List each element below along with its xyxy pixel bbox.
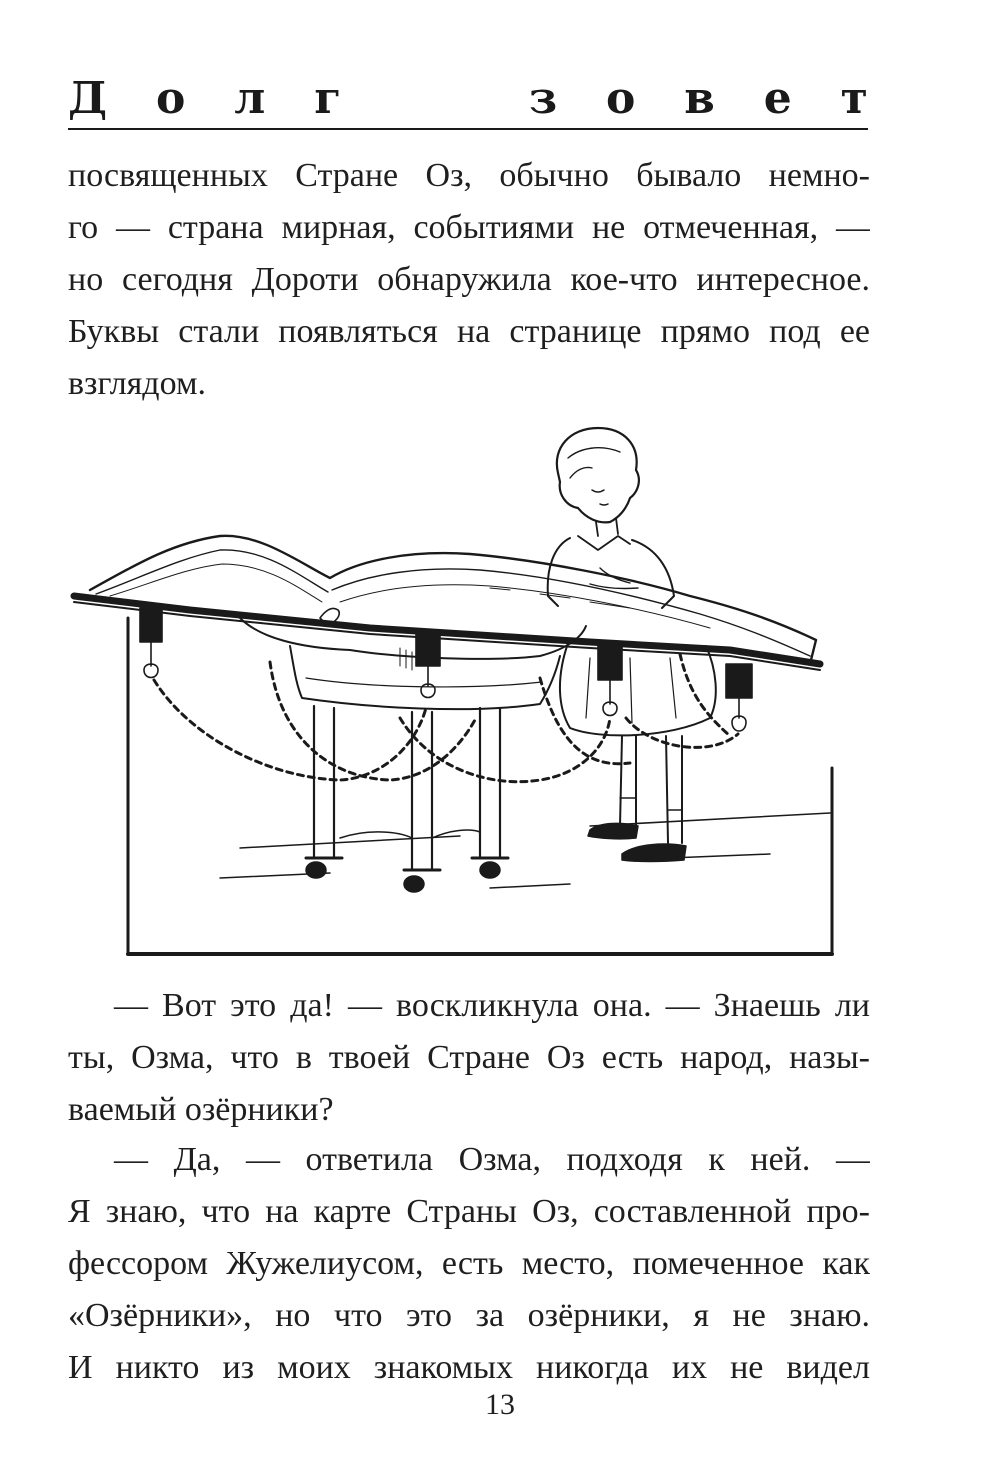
body-paragraph bbox=[68, 1134, 870, 1394]
text-line: ваемый озёрники? bbox=[68, 1091, 334, 1128]
book-illustration bbox=[70, 418, 840, 963]
text-line: Я знаю, что на карте Страны Оз, составленной про- bbox=[68, 1193, 870, 1230]
body-paragraph bbox=[68, 150, 870, 410]
running-head-letter: в bbox=[684, 73, 715, 124]
running-head-letter: е bbox=[763, 73, 792, 124]
text-line: «Озёрники», но что это за озёрники, я не знаю. bbox=[68, 1297, 870, 1334]
running-head-letter: з bbox=[529, 73, 558, 124]
text-line: Буквы стали появляться на странице прямо под ее bbox=[68, 313, 870, 350]
running-head-letter: т bbox=[840, 73, 868, 124]
running-head-letter: Д bbox=[68, 73, 108, 124]
header-rule bbox=[68, 128, 868, 130]
page-number: 13 bbox=[485, 1388, 515, 1421]
text-line: го — страна мирная, событиями не отмеченная, — bbox=[68, 209, 870, 246]
text-line: но сегодня Дороти обнаружила кое-что интересное. bbox=[68, 261, 870, 298]
running-head-letter: о bbox=[606, 73, 636, 124]
running-head-letter: о bbox=[156, 73, 186, 124]
text-line: взглядом. bbox=[68, 365, 206, 402]
running-head-title bbox=[68, 72, 868, 126]
body-paragraph bbox=[68, 980, 870, 1136]
text-line: ты, Озма, что в твоей Стране Оз есть народ, назы- bbox=[68, 1039, 870, 1076]
text-line: — Вот это да! — воскликнула она. — Знаешь ли bbox=[114, 987, 870, 1024]
text-line: — Да, — ответила Озма, подходя к ней. — bbox=[114, 1141, 870, 1178]
running-head-letter: л bbox=[234, 73, 266, 124]
text-line: И никто из моих знакомых никогда их не видел bbox=[68, 1349, 870, 1386]
text-line: фессором Жужелиусом, есть место, помеченное как bbox=[68, 1245, 870, 1282]
text-line: посвященных Стране Оз, обычно бывало немно- bbox=[68, 157, 870, 194]
running-head-letter: г bbox=[314, 73, 342, 124]
running-head bbox=[68, 72, 868, 132]
